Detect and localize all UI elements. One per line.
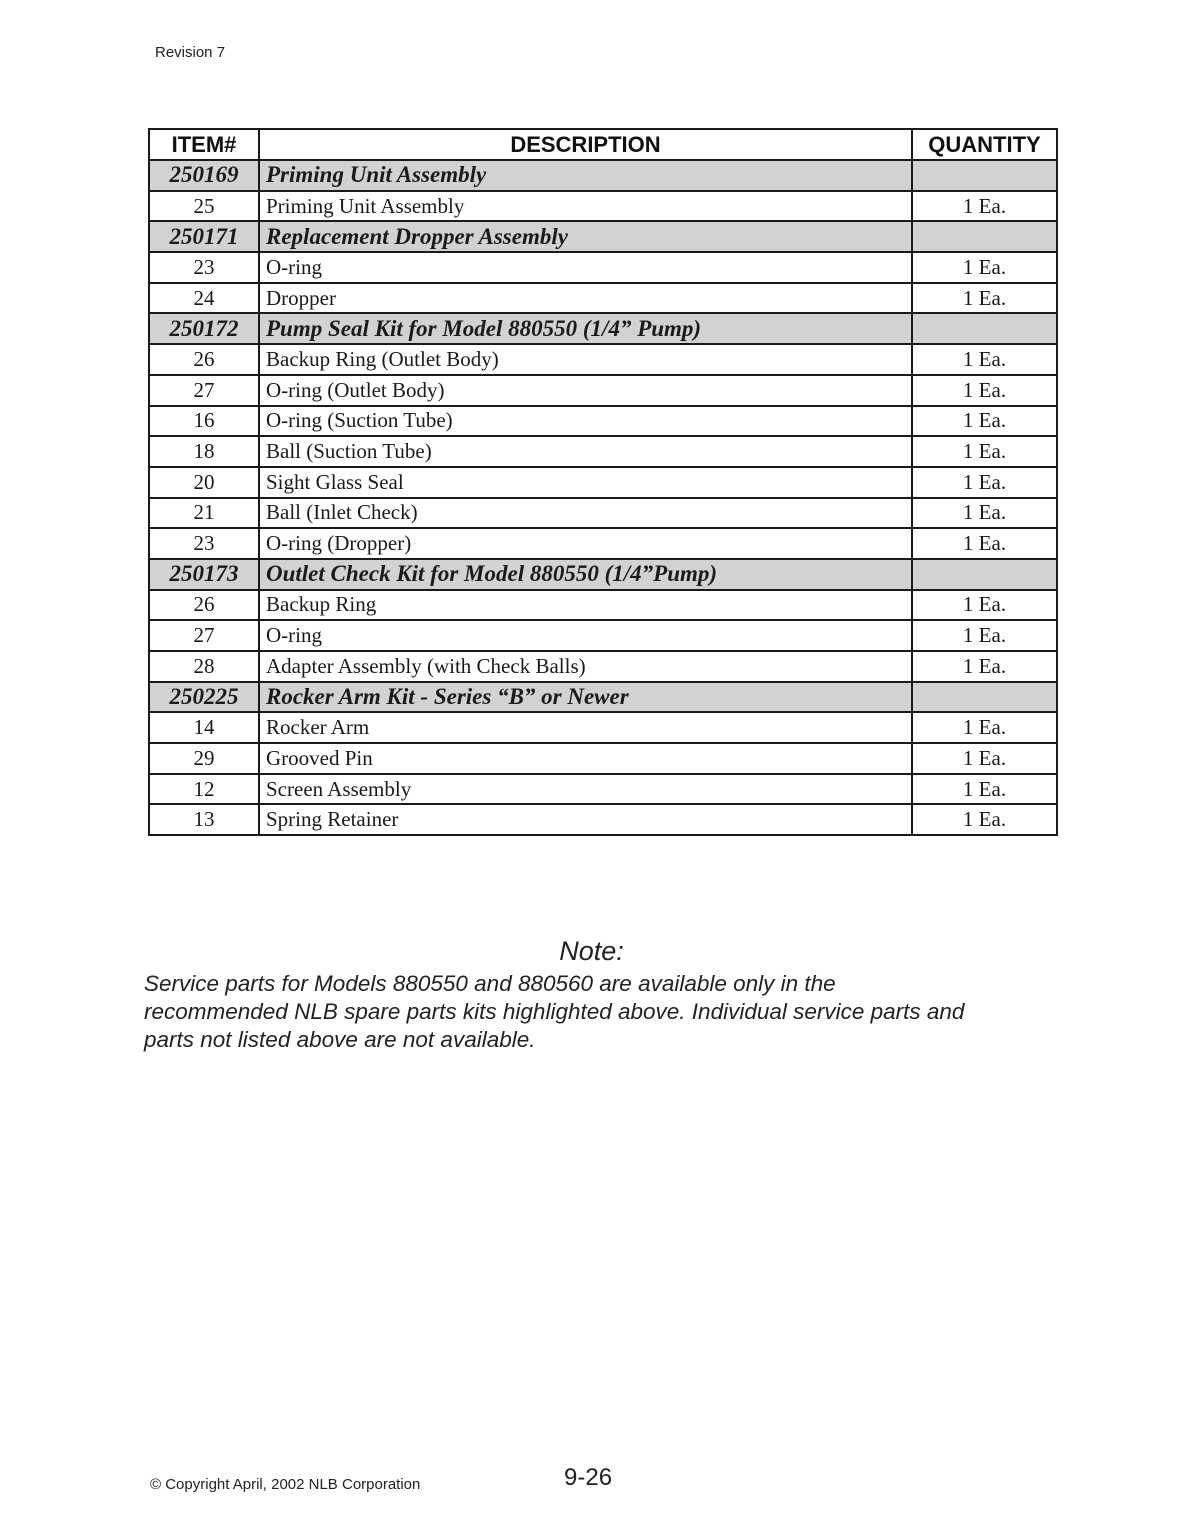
parts-table — [148, 128, 1058, 836]
part-row — [149, 467, 1057, 498]
kit-header-row — [149, 313, 1057, 344]
item-number-cell: 13 — [149, 804, 259, 835]
description-cell: O-ring (Outlet Body) — [259, 375, 912, 406]
quantity-column-header: QUANTITY — [912, 129, 1057, 160]
quantity-cell: 1 Ea. — [912, 467, 1057, 498]
item-number-cell: 23 — [149, 252, 259, 283]
part-row — [149, 712, 1057, 743]
description-cell: Dropper — [259, 283, 912, 314]
item-number-cell: 250171 — [149, 221, 259, 252]
description-cell: Grooved Pin — [259, 743, 912, 774]
quantity-cell: 1 Ea. — [912, 712, 1057, 743]
description-cell: O-ring (Suction Tube) — [259, 406, 912, 437]
quantity-cell: 1 Ea. — [912, 774, 1057, 805]
item-number-cell: 250173 — [149, 559, 259, 590]
quantity-cell: 1 Ea. — [912, 651, 1057, 682]
part-row — [149, 651, 1057, 682]
kit-header-row — [149, 559, 1057, 590]
part-row — [149, 191, 1057, 222]
quantity-cell: 1 Ea. — [912, 498, 1057, 529]
kit-header-row — [149, 682, 1057, 713]
quantity-cell: 1 Ea. — [912, 620, 1057, 651]
item-number-cell: 26 — [149, 344, 259, 375]
item-number-cell: 26 — [149, 590, 259, 621]
part-row — [149, 743, 1057, 774]
kit-header-row — [149, 160, 1057, 191]
description-cell: Rocker Arm — [259, 712, 912, 743]
description-cell: Ball (Inlet Check) — [259, 498, 912, 529]
part-row — [149, 774, 1057, 805]
item-number-cell: 28 — [149, 651, 259, 682]
quantity-cell — [912, 160, 1057, 191]
item-number-cell: 21 — [149, 498, 259, 529]
item-number-cell: 250169 — [149, 160, 259, 191]
item-number-cell: 16 — [149, 406, 259, 437]
copyright-notice: © Copyright April, 2002 NLB Corporation — [150, 1476, 421, 1493]
item-column-header: ITEM# — [149, 129, 259, 160]
part-row — [149, 252, 1057, 283]
item-number-cell: 18 — [149, 436, 259, 467]
item-number-cell: 20 — [149, 467, 259, 498]
description-cell: O-ring (Dropper) — [259, 528, 912, 559]
table-header-row — [149, 129, 1057, 160]
part-row — [149, 498, 1057, 529]
quantity-cell: 1 Ea. — [912, 191, 1057, 222]
quantity-cell: 1 Ea. — [912, 528, 1057, 559]
item-number-cell: 23 — [149, 528, 259, 559]
part-row — [149, 406, 1057, 437]
quantity-cell — [912, 221, 1057, 252]
description-cell: Spring Retainer — [259, 804, 912, 835]
description-cell: O-ring — [259, 252, 912, 283]
quantity-cell: 1 Ea. — [912, 804, 1057, 835]
item-number-cell: 29 — [149, 743, 259, 774]
part-row — [149, 804, 1057, 835]
kit-header-row — [149, 221, 1057, 252]
quantity-cell: 1 Ea. — [912, 283, 1057, 314]
quantity-cell — [912, 682, 1057, 713]
parts-table-body — [149, 160, 1057, 835]
quantity-cell: 1 Ea. — [912, 344, 1057, 375]
description-cell: Rocker Arm Kit - Series “B” or Newer — [259, 682, 912, 713]
description-cell: Outlet Check Kit for Model 880550 (1/4”Pump) — [259, 559, 912, 590]
item-number-cell: 14 — [149, 712, 259, 743]
note-body — [144, 970, 1044, 1054]
description-cell: Priming Unit Assembly — [259, 191, 912, 222]
page-number: 9-26 — [564, 1464, 613, 1491]
quantity-cell: 1 Ea. — [912, 375, 1057, 406]
note-title: Note: — [559, 936, 624, 966]
quantity-cell — [912, 559, 1057, 590]
revision-label: Revision 7 — [155, 44, 226, 61]
description-cell: O-ring — [259, 620, 912, 651]
part-row — [149, 283, 1057, 314]
part-row — [149, 344, 1057, 375]
part-row — [149, 620, 1057, 651]
description-cell: Priming Unit Assembly — [259, 160, 912, 191]
item-number-cell: 27 — [149, 375, 259, 406]
part-row — [149, 590, 1057, 621]
item-number-cell: 250172 — [149, 313, 259, 344]
description-cell: Backup Ring (Outlet Body) — [259, 344, 912, 375]
item-number-cell: 25 — [149, 191, 259, 222]
description-cell: Ball (Suction Tube) — [259, 436, 912, 467]
part-row — [149, 528, 1057, 559]
item-number-cell: 12 — [149, 774, 259, 805]
quantity-cell — [912, 313, 1057, 344]
description-cell: Sight Glass Seal — [259, 467, 912, 498]
description-cell: Adapter Assembly (with Check Balls) — [259, 651, 912, 682]
note-line: parts not listed above are not available. — [144, 1027, 536, 1052]
item-number-cell: 24 — [149, 283, 259, 314]
description-column-header: DESCRIPTION — [259, 129, 912, 160]
note-line: Service parts for Models 880550 and 880560 are available only in the — [144, 971, 836, 996]
description-cell: Screen Assembly — [259, 774, 912, 805]
item-number-cell: 250225 — [149, 682, 259, 713]
quantity-cell: 1 Ea. — [912, 252, 1057, 283]
quantity-cell: 1 Ea. — [912, 406, 1057, 437]
item-number-cell: 27 — [149, 620, 259, 651]
quantity-cell: 1 Ea. — [912, 436, 1057, 467]
quantity-cell: 1 Ea. — [912, 743, 1057, 774]
part-row — [149, 375, 1057, 406]
part-row — [149, 436, 1057, 467]
description-cell: Replacement Dropper Assembly — [259, 221, 912, 252]
note-line: recommended NLB spare parts kits highlighted above. Individual service parts and — [144, 999, 965, 1024]
description-cell: Backup Ring — [259, 590, 912, 621]
description-cell: Pump Seal Kit for Model 880550 (1/4” Pump) — [259, 313, 912, 344]
quantity-cell: 1 Ea. — [912, 590, 1057, 621]
